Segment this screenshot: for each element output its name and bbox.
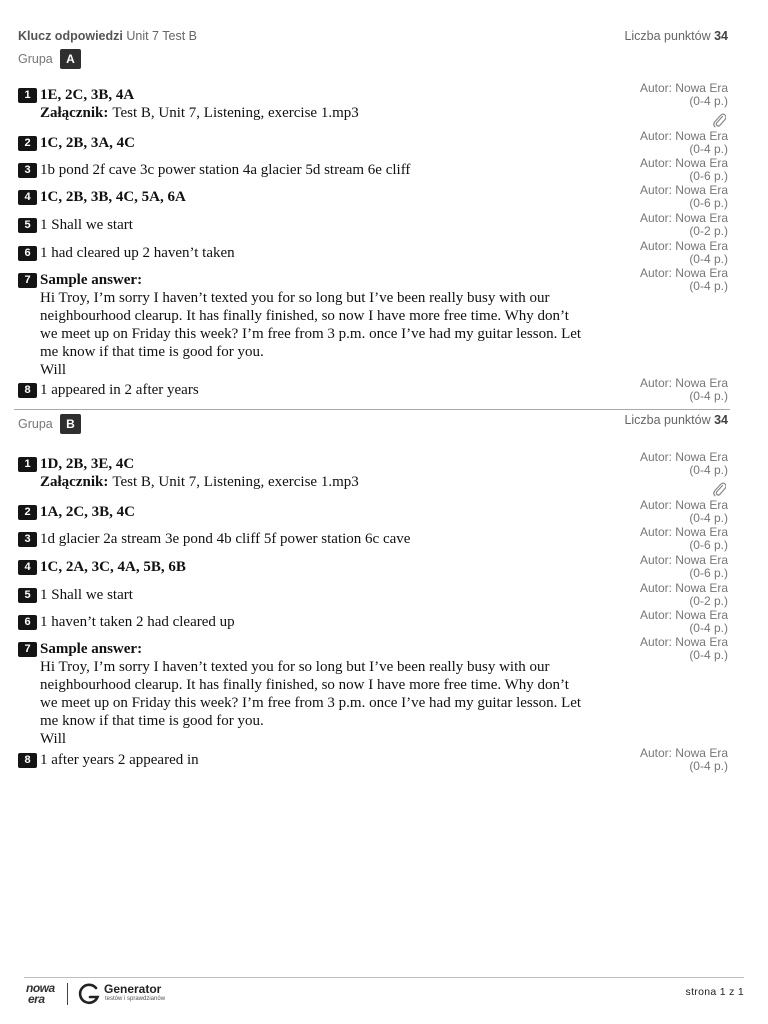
group-points-label: Liczba punktów [624, 413, 711, 427]
question-meta [640, 451, 728, 477]
question-answer [40, 271, 640, 379]
answer-text: 1D, 2B, 3E, 4C [40, 456, 135, 472]
group-badge: B [60, 414, 81, 434]
answer-line: Will [40, 362, 67, 378]
answer-line: me know if that time is good for you. [40, 344, 264, 360]
answer-line: Hi Troy, I’m sorry I haven’t texted you for so long but I’ve been really busy with our [40, 290, 550, 306]
author-label: Autor: Nowa Era [639, 581, 728, 595]
question-answer [40, 244, 640, 262]
group-points-value: 34 [714, 413, 728, 427]
answer-text: 1 haven’t taken 2 had cleared up [40, 614, 235, 630]
question-answer [40, 503, 640, 521]
group-label: Grupa [18, 417, 53, 431]
generator-title: Generator [104, 982, 162, 996]
group-label: Grupa [18, 52, 53, 66]
points-label: (0-6 p.) [689, 196, 728, 210]
answer-line: me know if that time is good for you. [40, 713, 264, 729]
author-label: Autor: Nowa Era [639, 525, 728, 539]
group-a-header [18, 49, 728, 71]
question-number: 3 [18, 163, 37, 178]
footer-divider [24, 977, 744, 978]
author-label: Autor: Nowa Era [639, 450, 728, 464]
points-label: (0-2 p.) [689, 224, 728, 238]
question-meta [640, 582, 728, 608]
generator-logo-icon [77, 982, 101, 1006]
answer-text: 1 had cleared up 2 haven’t taken [40, 245, 235, 261]
answer-line: neighbourhood clearup. It has finally finished, so now I have more free time. Why don’t [40, 677, 569, 693]
author-label: Autor: Nowa Era [639, 183, 728, 197]
author-label: Autor: Nowa Era [639, 129, 728, 143]
question-meta [640, 499, 728, 525]
question-number: 4 [18, 190, 37, 205]
points-label: (0-4 p.) [689, 279, 728, 293]
answer-line: we meet up on Friday this week? I’m free from 3 p.m. once I’ve had my guitar lesson. Let [40, 326, 582, 342]
question-meta [640, 554, 728, 580]
question-number: 4 [18, 560, 37, 575]
question-answer [40, 188, 640, 206]
answer-text: 1C, 2B, 3B, 4C, 5A, 6A [40, 189, 186, 205]
question-answer [40, 613, 640, 631]
author-label: Autor: Nowa Era [639, 746, 728, 760]
author-label: Autor: Nowa Era [639, 156, 728, 170]
question-meta [640, 130, 728, 156]
logo-text-bottom: era [28, 992, 45, 1006]
question-number: 3 [18, 532, 37, 547]
author-label: Autor: Nowa Era [639, 266, 728, 280]
question-number: 8 [18, 753, 37, 768]
points-label: (0-4 p.) [689, 389, 728, 403]
attachment-file[interactable]: Test B, Unit 7, Listening, exercise 1.mp3 [112, 474, 359, 490]
answer-line: neighbourhood clearup. It has finally finished, so now I have more free time. Why don’t [40, 308, 569, 324]
author-label: Autor: Nowa Era [639, 553, 728, 567]
page-number: strona 1 z 1 [685, 986, 744, 998]
attachment-label: Załącznik: [40, 474, 109, 490]
question-number: 5 [18, 218, 37, 233]
group-badge: A [60, 49, 81, 69]
question-answer [40, 558, 640, 576]
points-label: (0-6 p.) [689, 538, 728, 552]
question-answer [40, 216, 640, 234]
group-points [624, 413, 728, 427]
answer-text: 1E, 2C, 3B, 4A [40, 87, 135, 103]
answer-text: 1 Shall we start [40, 587, 133, 603]
question-number: 1 [18, 457, 37, 472]
points-label: (0-4 p.) [689, 142, 728, 156]
attachment-line [40, 104, 640, 122]
question-number: 7 [18, 273, 37, 288]
document-title-bold: Klucz odpowiedzi [18, 29, 123, 43]
nowa-era-logo [24, 982, 72, 1008]
author-label: Autor: Nowa Era [639, 635, 728, 649]
author-label: Autor: Nowa Era [639, 211, 728, 225]
question-meta [640, 82, 728, 108]
total-points [624, 29, 728, 43]
question-number: 2 [18, 136, 37, 151]
question-answer [40, 455, 640, 491]
answer-text: 1 appeared in 2 after years [40, 382, 199, 398]
question-answer [40, 161, 640, 179]
document-title [18, 29, 197, 43]
answer-text: 1b pond 2f cave 3c power station 4a glacier 5d stream 6e cliff [40, 162, 411, 178]
document-title-rest: Unit 7 Test B [126, 29, 197, 43]
question-answer [40, 86, 640, 122]
answer-text: 1 after years 2 appeared in [40, 752, 199, 768]
author-label: Autor: Nowa Era [639, 376, 728, 390]
points-label: (0-6 p.) [689, 566, 728, 580]
question-meta [640, 212, 728, 238]
points-label: (0-4 p.) [689, 94, 728, 108]
question-meta [640, 377, 728, 403]
question-number: 7 [18, 642, 37, 657]
points-label: (0-4 p.) [689, 463, 728, 477]
question-meta [640, 526, 728, 552]
paperclip-icon[interactable] [712, 481, 726, 497]
question-answer [40, 751, 640, 769]
author-label: Autor: Nowa Era [639, 498, 728, 512]
points-label: (0-4 p.) [689, 648, 728, 662]
answer-heading: Sample answer: [40, 641, 143, 657]
page-header [18, 29, 728, 47]
question-meta [640, 240, 728, 266]
question-answer [40, 530, 640, 548]
points-label: (0-4 p.) [689, 621, 728, 635]
group-b-header [18, 414, 728, 436]
question-meta [640, 184, 728, 210]
attachment-file[interactable]: Test B, Unit 7, Listening, exercise 1.mp3 [112, 105, 359, 121]
total-points-value: 34 [714, 29, 728, 43]
question-number: 6 [18, 615, 37, 630]
points-label: (0-2 p.) [689, 594, 728, 608]
points-label: (0-4 p.) [689, 252, 728, 266]
answer-text: 1A, 2C, 3B, 4C [40, 504, 136, 520]
question-meta [640, 267, 728, 293]
question-meta [640, 747, 728, 773]
points-label: (0-6 p.) [689, 169, 728, 183]
total-points-label: Liczba punktów [624, 29, 711, 43]
points-label: (0-4 p.) [689, 511, 728, 525]
question-answer [40, 381, 640, 399]
points-label: (0-4 p.) [689, 759, 728, 773]
logo-text-top: nowa [26, 981, 55, 995]
attachment-line [40, 473, 640, 491]
footer-separator [67, 983, 68, 1005]
paperclip-icon[interactable] [712, 112, 726, 128]
answer-text: 1 Shall we start [40, 217, 133, 233]
answer-text: 1C, 2A, 3C, 4A, 5B, 6B [40, 559, 186, 575]
answer-text: 1C, 2B, 3A, 4C [40, 135, 136, 151]
question-answer [40, 640, 640, 748]
answer-line: we meet up on Friday this week? I’m free from 3 p.m. once I’ve had my guitar lesson. Let [40, 695, 582, 711]
question-number: 5 [18, 588, 37, 603]
attachment-label: Załącznik: [40, 105, 109, 121]
question-answer [40, 134, 640, 152]
answer-line: Hi Troy, I’m sorry I haven’t texted you for so long but I’ve been really busy with our [40, 659, 550, 675]
question-number: 1 [18, 88, 37, 103]
question-number: 8 [18, 383, 37, 398]
question-number: 2 [18, 505, 37, 520]
question-meta [640, 157, 728, 183]
group-divider [14, 409, 730, 410]
question-number: 6 [18, 246, 37, 261]
answer-text: 1d glacier 2a stream 3e pond 4b cliff 5f power station 6c cave [40, 531, 411, 547]
author-label: Autor: Nowa Era [639, 239, 728, 253]
answer-line: Will [40, 731, 67, 747]
answer-heading: Sample answer: [40, 272, 143, 288]
generator-subtitle: testów i sprawdzianów [105, 996, 166, 1002]
question-meta [640, 636, 728, 662]
author-label: Autor: Nowa Era [639, 608, 728, 622]
question-answer [40, 586, 640, 604]
author-label: Autor: Nowa Era [639, 81, 728, 95]
question-meta [640, 609, 728, 635]
